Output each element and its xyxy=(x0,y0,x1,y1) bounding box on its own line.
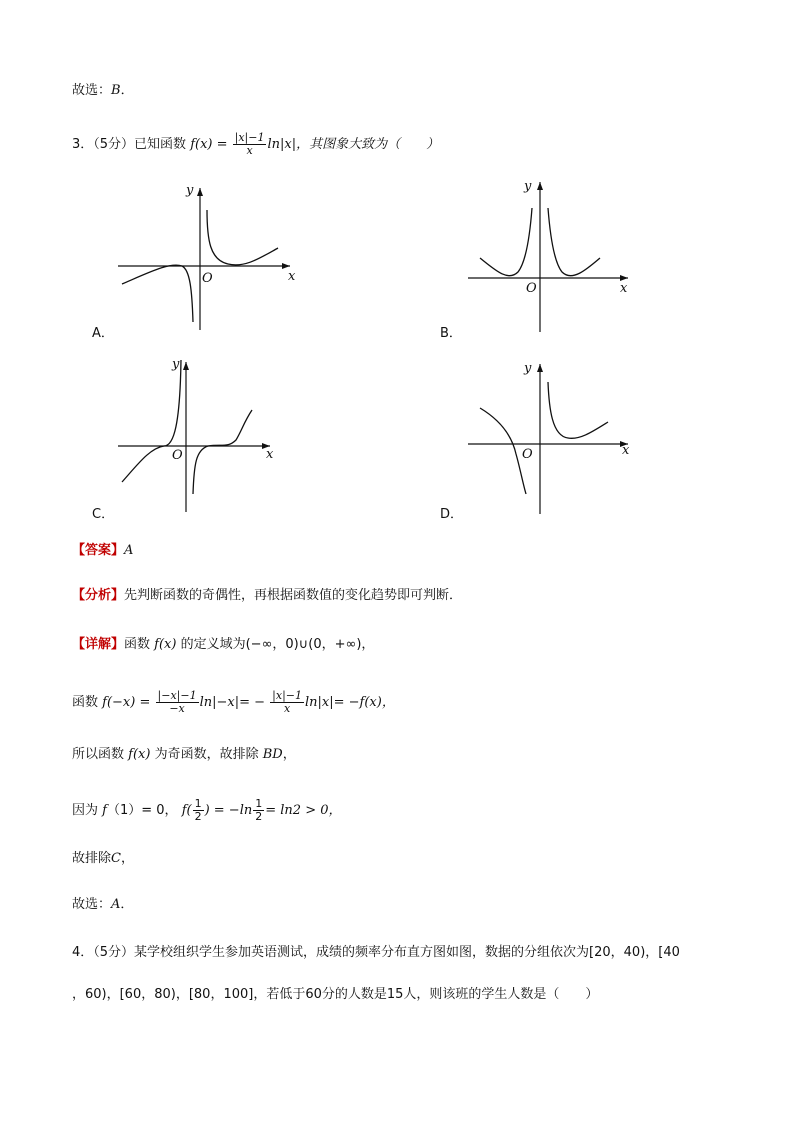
origin-label: O xyxy=(522,447,533,462)
answer-line xyxy=(72,542,133,560)
analysis-line: 【分析】先判断函数的奇偶性，再根据函数值的变化趋势即可判断． xyxy=(72,588,463,603)
curve-left xyxy=(122,265,193,322)
answer-tag: 【答案】 xyxy=(72,543,125,558)
x-axis-label: x xyxy=(266,447,274,462)
y-axis-label: y xyxy=(172,357,180,372)
question-4-line-1: 4．（5分）某学校组织学生参加英语测试，成绩的频率分布直方图如图，数据的分组依次为[20，40)，[40 xyxy=(72,945,680,960)
fraction: $\frac{|x|-1}{x}$ xyxy=(234,131,265,157)
graph-option-c xyxy=(110,354,310,514)
y-axis-label: y xyxy=(524,179,532,194)
curve-right xyxy=(548,208,600,276)
curve-left xyxy=(480,208,532,276)
prev-conclusion: 故选：B． xyxy=(72,83,134,98)
curve-right xyxy=(207,210,278,265)
option-a-label[interactable]: A． xyxy=(92,326,114,341)
question-4-line-2: ，60)，[60，80)，[80，100]，若低于60分的人数是15人，则该班的学生人数是（ ） xyxy=(72,987,599,1002)
y-axis-label: y xyxy=(524,361,532,376)
detail-line-3: 所以函数 f(x) 为奇函数，故排除 BD， xyxy=(72,747,296,762)
x-axis-label: x xyxy=(288,269,296,284)
detail-line-6: 故选：A． xyxy=(72,897,134,912)
graph-option-a xyxy=(110,180,310,340)
origin-label: O xyxy=(526,281,537,296)
x-axis-label: x xyxy=(620,281,628,296)
origin-label: O xyxy=(172,448,183,463)
curve-left xyxy=(480,408,526,494)
y-axis-label: y xyxy=(186,183,194,198)
detail-line-2: 函数 f(−x) = $\frac{|-x|-1}{-x}$ ln|−x|= − $\frac{|x|-1}{x}$ ln|x|= −f(x)， xyxy=(72,689,395,715)
detail-line-1: 【详解】函数 f(x) 的定义域为(−∞，0)∪(0，+∞)， xyxy=(72,637,375,652)
curve-right xyxy=(548,382,608,438)
option-b-label[interactable]: B． xyxy=(440,326,462,341)
graph-option-d xyxy=(460,356,660,516)
option-d-label[interactable]: D． xyxy=(440,507,464,522)
answer-value: A xyxy=(124,543,134,558)
curve-left xyxy=(122,360,181,482)
detail-line-4: 因为 f（1）= 0， f( $\frac{1}{2}$ ) = −ln $\frac{1}{2}$ = ln2 > 0， xyxy=(72,797,342,823)
option-c-label[interactable]: C． xyxy=(92,507,115,522)
detail-tag: 【详解】 xyxy=(72,637,125,652)
detail-line-5: 故排除C， xyxy=(72,851,134,866)
curve-right xyxy=(193,410,252,494)
question-3-stem: 3．（5分）已知函数 f(x) = $\frac{|x|-1}{x}$ ln|x|，其图象大致为（ ） xyxy=(72,131,440,157)
x-axis-label: x xyxy=(622,443,630,458)
function-name: f(x) = xyxy=(190,137,228,152)
origin-label: O xyxy=(202,271,213,286)
graph-option-b xyxy=(460,174,660,334)
analysis-tag: 【分析】 xyxy=(72,588,125,603)
